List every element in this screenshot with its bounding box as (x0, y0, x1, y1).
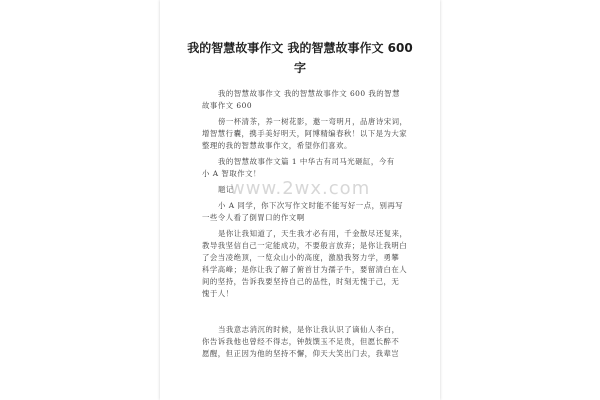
body-line: 间的坚持，告诉我要坚持自己的品性，时刻无愧于己，无 (202, 277, 400, 286)
body-line: 增智慧行囊，携手美好明天，阿博精编春秋！以下是为大家 (202, 129, 408, 138)
body-line: 科学高峰；是你让我了解了俯首甘为孺子牛，要留清白在人 (202, 265, 408, 274)
body-line: 小 A 智取作文！ (202, 169, 261, 178)
document-title: 我的智慧故事作文 我的智慧故事作文 600 (187, 41, 413, 55)
body-line: 是你让我知道了，天生我才必有用，千金散尽还复来， (218, 229, 408, 238)
watermark: www.2wx.com (230, 178, 371, 199)
body-line: 傍一杯清茶，养一树花影，邀一弯明月，品唐诗宋词， (218, 117, 408, 126)
body-line: 愿醒，但正因为他的坚持不懈，仰天大笑出门去，我辈岂 (202, 349, 400, 358)
body-line: 当我意志消沉的时候，是你让我认识了谪仙人李白， (218, 325, 400, 334)
body-line: 愧于人！ (202, 289, 234, 298)
body-line: 小 A 同学，你下次写作文时能不能写好一点，别再写 (218, 201, 404, 210)
document-page (160, 0, 440, 400)
body-line: 故事作文 600 (202, 101, 253, 110)
body-line: 我的智慧故事作文 我的智慧故事作文 600 我的智慧 (218, 89, 400, 98)
body-line: 了会当凌绝顶，一览众山小的高度，激励我努力学，勇攀 (202, 253, 400, 262)
body-line: 你告诉我他也曾经不得志，钟鼓馔玉不足贵，但愿长醉不 (202, 337, 400, 346)
section-heading: 题记 (218, 185, 234, 194)
body-line: 一些令人看了倒胃口的作文啊 (202, 213, 305, 222)
body-line: 教导我坚信自己一定能成功，不要般言放弃；是你让我明白 (202, 241, 408, 250)
body-line: 整理的我的智慧故事作文，希望你们喜欢。 (202, 141, 352, 150)
document-title-continued: 字 (293, 61, 306, 75)
body-line: 我的智慧故事作文篇 1 中华古有司马光砸缸，今有 (218, 157, 395, 166)
